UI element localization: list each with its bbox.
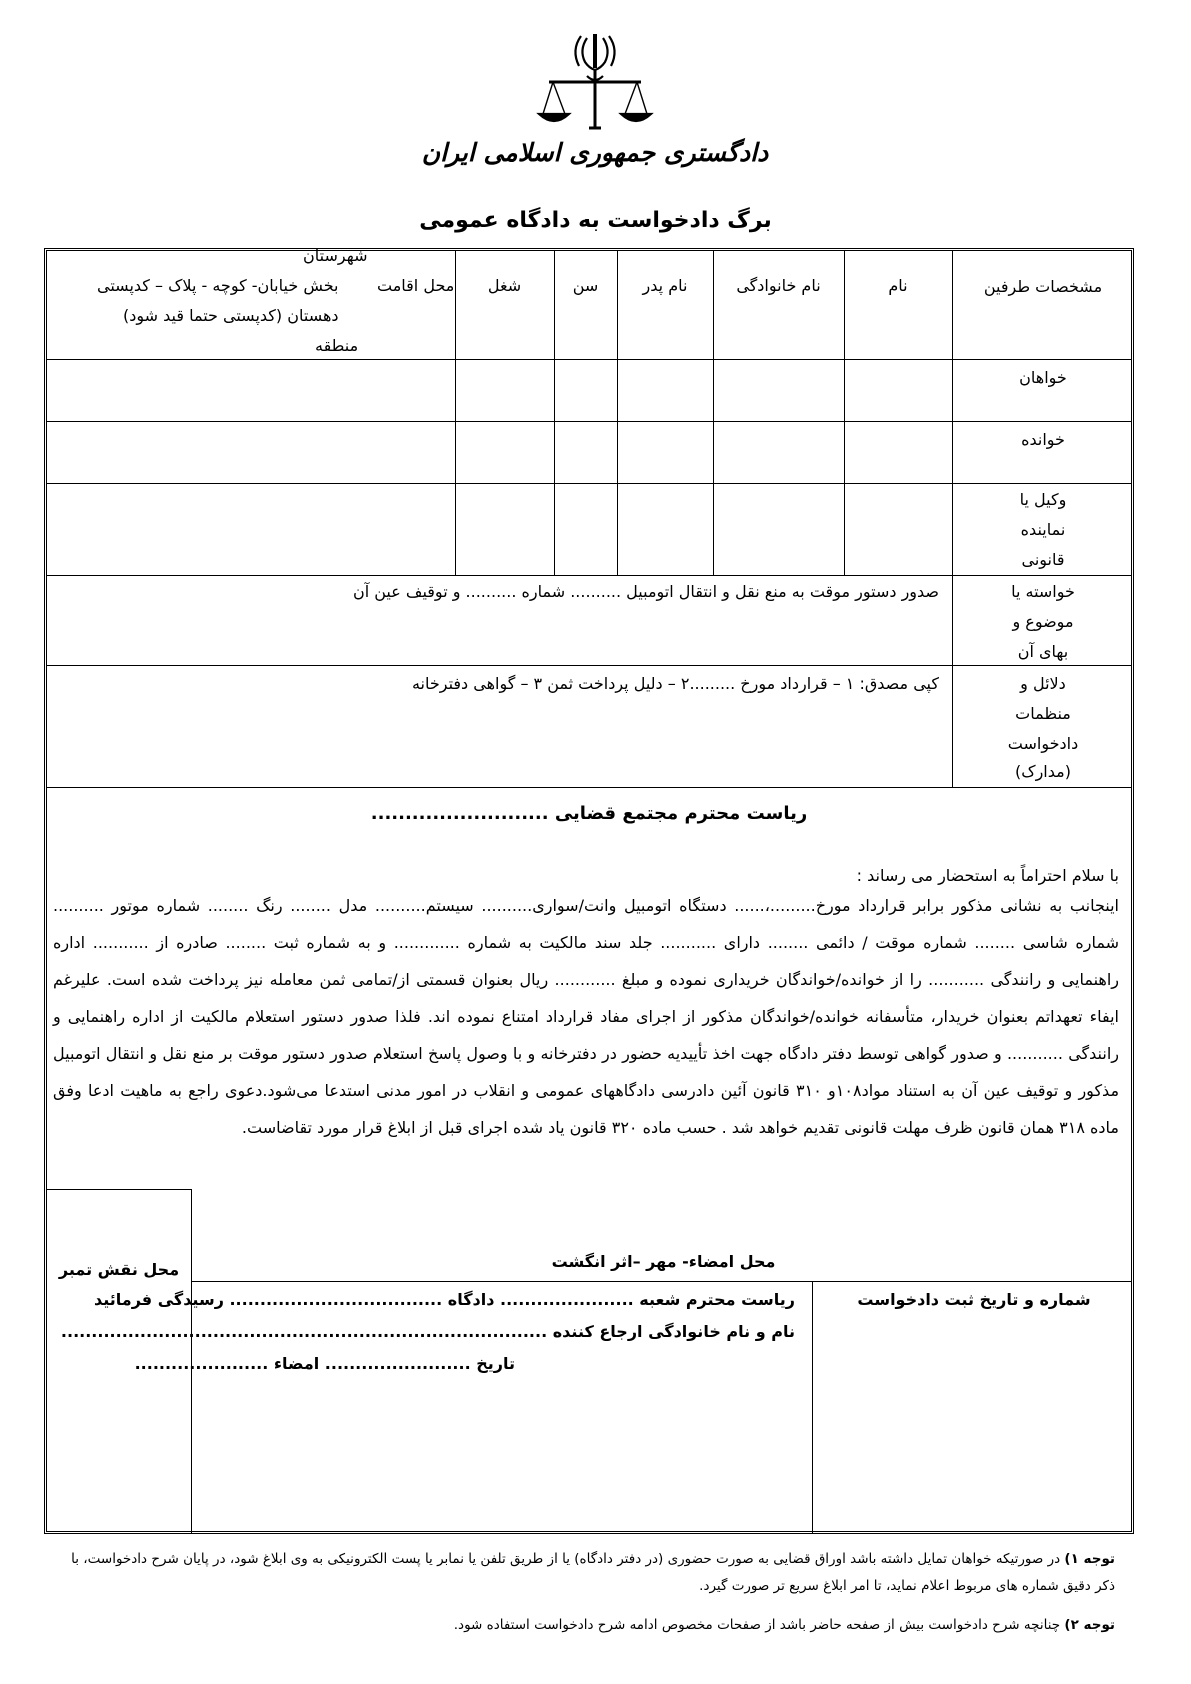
row-evidence-3: دادخواست <box>1007 734 1079 753</box>
address-line-village: دهستان (کدپستی حتما قید شود) <box>123 306 339 325</box>
registration-number-date: شماره و تاریخ ثبت دادخواست <box>857 1290 1091 1309</box>
header-address: محل اقامت <box>377 276 455 295</box>
note-1-label: توجه ۱) <box>1064 1551 1115 1567</box>
row-claim-1: خواسته یا <box>1011 582 1075 601</box>
referral-line-name: نام و نام خانوادگی ارجاع کننده ................................................................................ <box>60 1322 795 1341</box>
form-title: برگ دادخواست به دادگاه عمومی <box>419 208 772 233</box>
note-1 <box>55 1546 1115 1600</box>
address-line-street: بخش خیابان- کوچه - پلاک – کدپستی <box>97 276 339 295</box>
evidence-value: کپی مصدق: ۱ – قرارداد مورخ .........۲ – دلیل پرداخت ثمن ۳ – گواهی دفترخانه <box>411 674 939 693</box>
note-1-text: در صورتیکه خواهان تمایل داشته باشد اوراق قضایی به صورت حضوری (در دفتر دادگاه) یا از طریق تلفن یا نمابر یا پست الکترونیکی به وی ابلاغ شود، در پایان شرح دادخواست، با ذکر دقیق شماره های مربوط اعلام نماید، تا امر ابلاغ سریع تر صورت گیرد. <box>71 1551 1115 1594</box>
row-claim-2: موضوع و <box>1012 612 1074 631</box>
row-evidence-2: منظمات <box>1015 704 1071 723</box>
referral-line-date-sign: تاریخ ........................ امضاء ...................... <box>134 1354 515 1373</box>
org-name: دادگستری جمهوری اسلامی ایران <box>421 138 769 167</box>
header-name: نام <box>888 276 908 295</box>
address-line-city: شهرستان <box>303 246 368 265</box>
letter-greeting: با سلام احتراماً به استحضار می رساند : <box>856 866 1119 885</box>
letter-addressee: ریاست محترم مجتمع قضایی .......................... <box>370 803 808 824</box>
note-2 <box>55 1612 1115 1639</box>
iran-judiciary-emblem <box>535 28 655 138</box>
row-claim-3: بهای آن <box>1017 642 1069 661</box>
claim-value: صدور دستور موقت به منع نقل و انتقال اتومبیل .......... شماره .......... و توقیف عین آن <box>352 582 939 601</box>
address-line-district: منطقه <box>315 336 359 355</box>
row-evidence-4: (مدارک) <box>1015 762 1071 781</box>
stamp-place: محل نقش تمبر <box>58 1260 180 1279</box>
referral-line-branch: ریاست محترم شعبه ...................... دادگاه ................................... رسیدگی فرمائید <box>94 1290 795 1309</box>
petition-form-frame <box>44 248 1134 1534</box>
header-lastname: نام خانوادگی <box>736 276 821 295</box>
row-evidence-1: دلائل و <box>1020 674 1066 693</box>
row-plaintiff: خواهان <box>1019 368 1067 387</box>
note-2-label: توجه ۲) <box>1064 1617 1115 1633</box>
header-age: سن <box>572 276 599 295</box>
row-lawyer-1: وکیل یا <box>1019 490 1067 509</box>
row-defendant: خوانده <box>1021 430 1065 449</box>
row-lawyer-2: نماینده <box>1020 520 1066 539</box>
note-2-text: چنانچه شرح دادخواست بیش از صفحه حاضر باشد از صفحات مخصوص ادامه شرح دادخواست استفاده شود. <box>453 1617 1065 1633</box>
signature-place: محل امضاء- مهر –اثر انگشت <box>551 1252 776 1271</box>
header-job: شغل <box>487 276 522 295</box>
header-father-name: نام پدر <box>642 276 688 295</box>
row-lawyer-3: قانونی <box>1021 550 1065 569</box>
letter-body: اینجانب به نشانی مذکور برابر قرارداد مورخ.........،...... دستگاه اتومبیل وانت/سواری.......... سیستم.......... مدل ........ رنگ ........ شماره موتور .......... شماره شاسی ........ شماره موقت / دائمی ........ دارای ........... جلد سند مالکیت به شماره ............. و به شماره ثبت ........ صادره از ........... اداره راهنمایی و رانندگی ........... را از خوانده/خواندگان خریداری نموده و مبلغ ............ ریال بعنوان قسمتی از/تمامی ثمن معامله نیز پرداخت شده است. علیرغم ایفاء تعهداتم بعنوان خریدار، متأسفانه خوانده/خواندگان مذکور از اجرای مفاد قرارداد امتناع نموده اند. فلذا صدور دستور استعلام مالکیت از اداره راهنمایی و رانندگی ........... و صدور گواهی توسط دفتر دادگاه جهت اخذ تأییدیه حضور در دفترخانه و با وصول پاسخ استعلام صدور دستور موقت بر منع نقل و انتقال اتومبیل مذکور و توقیف عین آن به استناد مواد۱۰۸و ۳۱۰ قانون آئین دادرسی دادگاههای عمومی و انقلاب در امور مدنی استدعا می‌شود.دعوی راجع به ماهیت ادعا وفق ماده ۳۱۸ همان قانون ظرف مهلت قانونی تقدیم خواهد شد . حسب ماده ۳۲۰ قانون یاد شده اجرای قبل از ابلاغ قرار مورد تقاضاست. <box>53 896 1120 1137</box>
header-parties: مشخصات طرفین <box>983 277 1103 296</box>
